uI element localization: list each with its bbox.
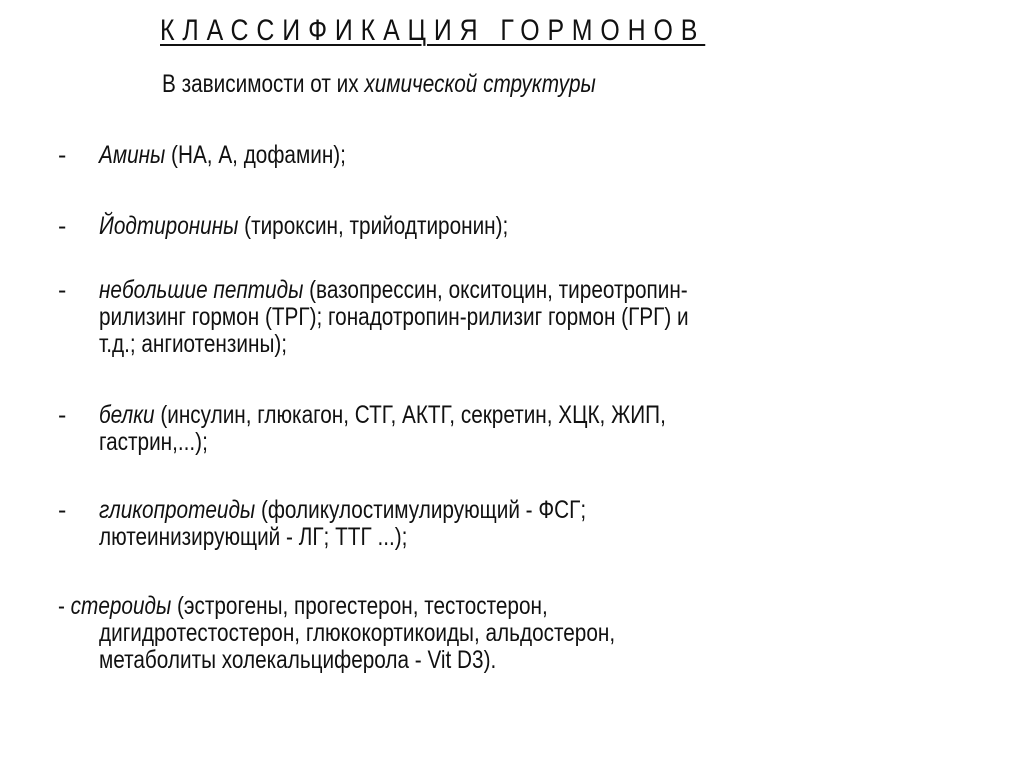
bullet-dash: - [58,141,67,169]
item-text: (тироксин, трийодтиронин); [238,212,509,240]
subtitle [162,70,596,98]
slide-title: КЛАССИФИКАЦИЯ ГОРМОНОВ [160,14,706,47]
bullet-dash: - [58,276,67,304]
item-text: (эстрогены, прогестерон, тестостерон, [171,592,548,620]
item-glycoproteins-line2: лютеинизирующий - ЛГ; ТТГ ...); [99,523,408,551]
item-steroids-line3: метаболиты холекальциферола - Vit D3). [99,646,497,674]
item-steroids-line2: дигидротестостерон, глюкокортикоиды, альдостерон, [99,619,616,647]
subtitle-plain: В зависимости от их [162,70,365,98]
item-proteins [99,401,666,429]
bullet-dash: - [58,212,67,240]
item-name: Амины [99,141,166,169]
item-name: небольшие пептиды [99,276,304,304]
bullet-dash: - [58,592,65,620]
item-peptides-line3: т.д.; ангиотензины); [99,330,288,358]
item-peptides-line2: рилизинг гормон (ТРГ); гонадотропин-рилизиг гормон (ГРГ) и [99,303,689,331]
bullet-dash: - [58,401,67,429]
bullet-dash: - [58,496,67,524]
item-name: стероиды [70,592,172,620]
item-peptides [99,276,688,304]
item-text: (вазопрессин, окситоцин, тиреотропин- [303,276,688,304]
item-name: белки [99,401,155,429]
item-text: (инсулин, глюкагон, СТГ, АКТГ, секретин, ХЦК, ЖИП, [154,401,666,429]
item-steroids [58,592,548,620]
subtitle-italic: химической структуры [364,70,596,98]
item-amines [99,141,346,169]
item-proteins-line2: гастрин,...); [99,428,208,456]
item-text: (фоликулостимулирующий - ФСГ; [255,496,587,524]
item-iodothyronines [99,212,508,240]
item-glycoproteins [99,496,586,524]
item-name: Йодтиронины [99,212,239,240]
item-name: гликопротеиды [99,496,256,524]
item-text: (НА, А, дофамин); [165,141,346,169]
